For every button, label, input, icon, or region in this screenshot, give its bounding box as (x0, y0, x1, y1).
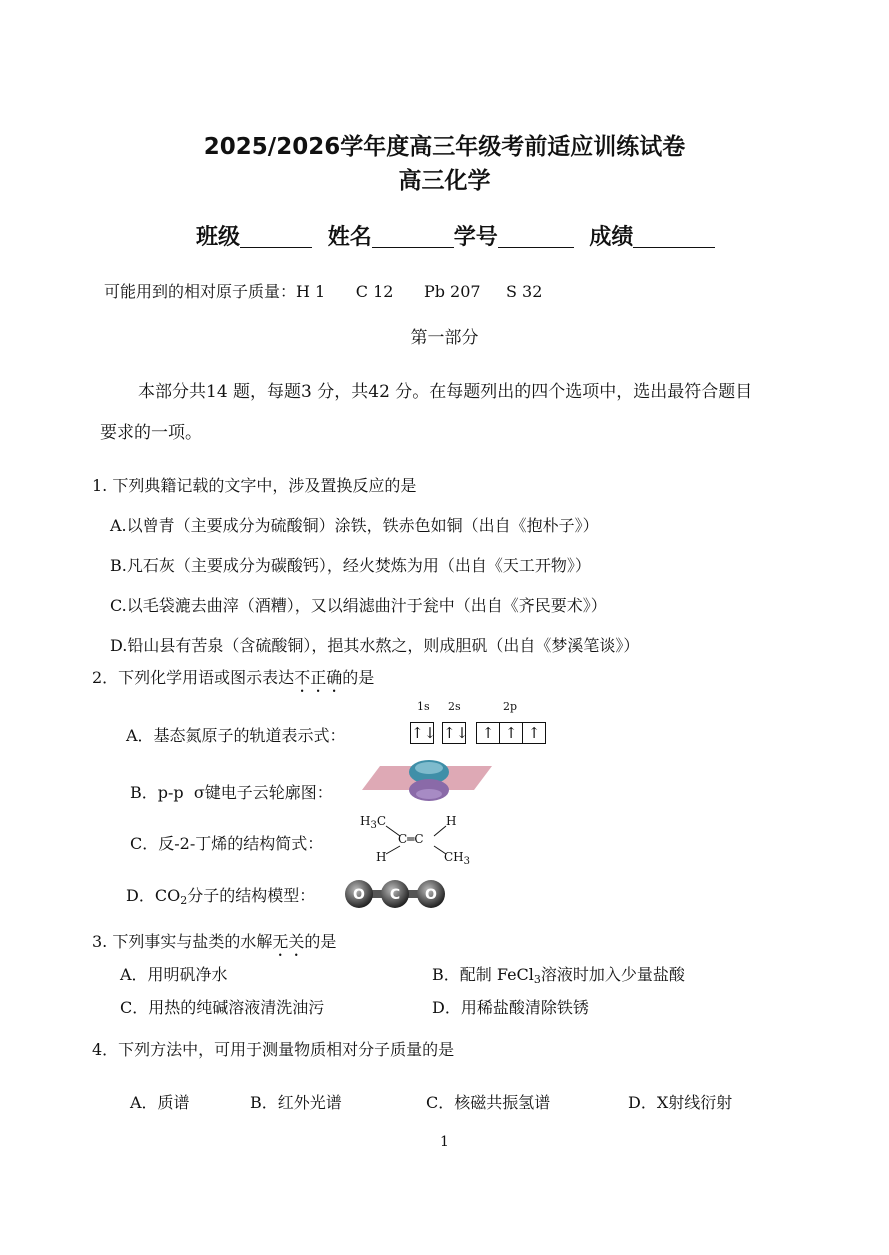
sigma-bond-cloud-image (362, 754, 494, 806)
q1-stem: 1. 下列典籍记载的文字中，涉及置换反应的是 (92, 476, 417, 495)
orbital-label-2p: 2p (503, 700, 518, 713)
part-instructions-line1: 本部分共14 题，每题3 分，共42 分。在每题列出的四个选项中，选出最符合题目 (138, 382, 753, 402)
q1-option-a: A.以曾青（主要成分为硫酸铜）涂铁，铁赤色如铜（出自《抱朴子》） (110, 516, 599, 535)
q4-option-c: C．核磁共振氢谱 (426, 1093, 551, 1112)
q2-option-d: D．$CO_2$分子的结构模型： (126, 886, 316, 907)
orbital-label-1s: 1s (417, 700, 430, 713)
q2-option-a: A．基态氮原子的轨道表示式： (126, 726, 346, 745)
exam-subtitle: 高三化学 (398, 168, 491, 194)
orbital-box-2p-3: ↑ (522, 722, 546, 744)
q3-option-b: B．配制 FeCl$_3$溶液时加入少量盐酸 (432, 965, 685, 986)
q3-emphasis: 无关 (272, 932, 305, 951)
q2-option-c: C．反-2-丁烯的结构简式： (130, 834, 324, 853)
orbital-box-2p-1: ↑ (476, 722, 500, 744)
atomic-masses: 可能用到的相对原子质量：H 1 C 12 Pb 207 S 32 (104, 282, 543, 301)
q4-option-a: A．质谱 (130, 1093, 190, 1112)
q2-emphasis: 不正确 (294, 668, 343, 687)
q3-option-c: C．用热的纯碱溶液清洗油污 (120, 998, 325, 1017)
class-blank[interactable] (240, 225, 312, 248)
exam-title: 2025/2026学年度高三年级考前适应训练试卷 (203, 134, 686, 160)
co2-atom-o-right: O (425, 887, 437, 903)
orbital-box-1s: ↑↓ (411, 724, 437, 742)
id-blank[interactable] (498, 225, 574, 248)
part-instructions-line2: 要求的一项。 (100, 423, 202, 443)
q2-stem: 2．下列化学用语或图示表达不正确的是 (92, 668, 375, 687)
score-label: 成绩 (589, 225, 634, 250)
name-blank[interactable] (372, 225, 454, 248)
trans-2-butene-structure: $H_3C$ H C═C H $CH_3$ (360, 814, 471, 867)
q1-option-b: B.凡石灰（主要成分为碳酸钙），经火焚炼为用（出自《天工开物》） (110, 556, 591, 575)
name-label: 姓名 (327, 225, 372, 250)
orbital-box-2p-2: ↑ (499, 722, 523, 744)
score-blank[interactable] (633, 225, 715, 248)
student-info (196, 220, 715, 251)
orbital-box-2s: ↑↓ (443, 724, 469, 742)
orbital-diagram (410, 700, 552, 750)
q4-option-d: D．X射线衍射 (628, 1093, 733, 1112)
q4-option-b: B．红外光谱 (250, 1093, 342, 1112)
page-number: 1 (440, 1134, 449, 1150)
q3-option-a: A．用明矾净水 (120, 965, 228, 984)
q1-option-d: D.铅山县有苦泉（含硫酸铜），挹其水熬之，则成胆矾（出自《梦溪笔谈》） (110, 636, 640, 655)
class-label: 班级 (196, 225, 241, 250)
part-heading: 第一部分 (410, 328, 479, 348)
co2-atom-c: C (389, 887, 401, 903)
q3-stem: 3. 下列事实与盐类的水解无关的是 (92, 932, 337, 951)
id-label: 学号 (453, 225, 498, 250)
q2-option-b: B．p-p σ键电子云轮廓图： (130, 783, 333, 802)
orbital-label-2s: 2s (448, 700, 461, 713)
co2-model-image (344, 878, 446, 910)
co2-atom-o-left: O (353, 887, 365, 903)
q3-option-d: D．用稀盐酸清除铁锈 (432, 998, 589, 1017)
q1-option-c: C.以毛袋漉去曲滓（酒糟），又以绢滤曲汁于瓮中（出自《齐民要术》） (110, 596, 607, 615)
q4-stem: 4．下列方法中，可用于测量物质相对分子质量的是 (92, 1040, 455, 1059)
